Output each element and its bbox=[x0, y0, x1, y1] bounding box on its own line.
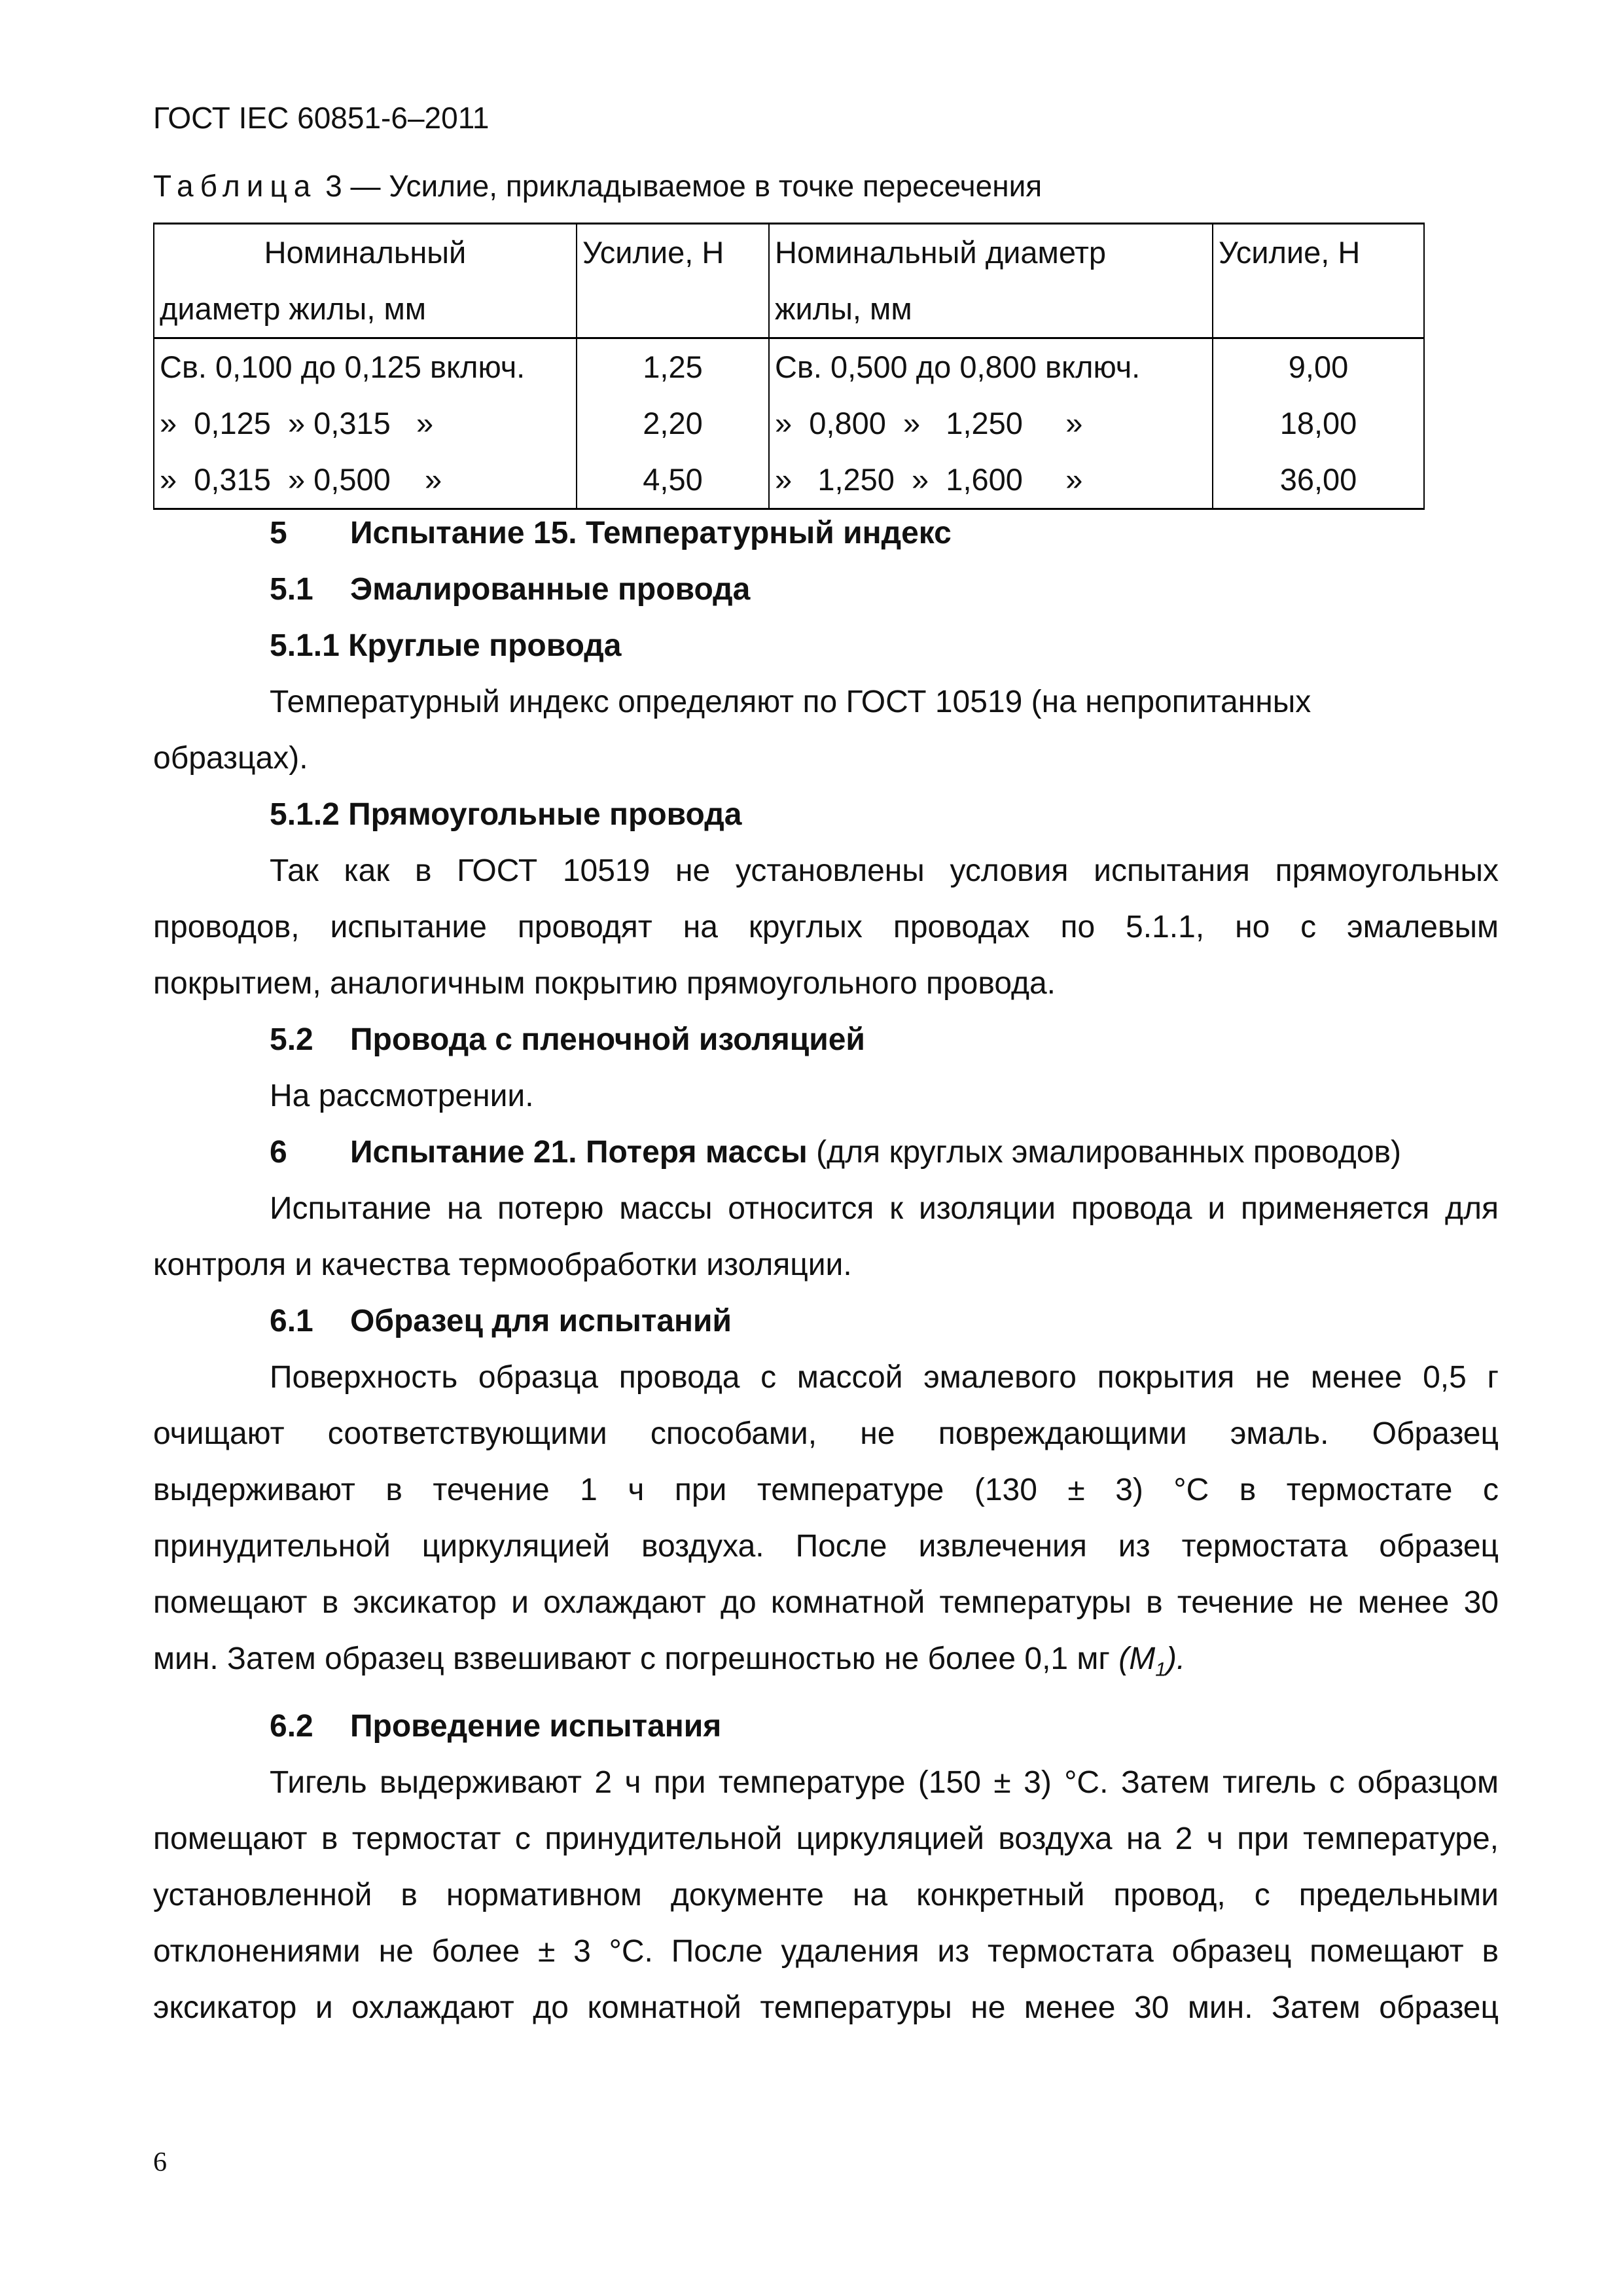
table-cell: » 0,125 » 0,315 » bbox=[154, 395, 577, 452]
page-number: 6 bbox=[153, 2147, 167, 2178]
section-heading-5-1-2: 5.1.2 Прямоугольные провода bbox=[270, 797, 742, 832]
standard-designation: ГОСТ IEC 60851-6–2011 bbox=[153, 101, 490, 135]
paragraph: Испытание на потерю массы относится к изоляции провода и применяется для bbox=[270, 1191, 1499, 1226]
table-cell: » 0,315 » 0,500 » bbox=[154, 452, 577, 509]
table-row bbox=[154, 395, 1424, 452]
paragraph: принудительной циркуляцией воздуха. После извлечения из термостата образец bbox=[153, 1529, 1499, 1564]
table-cell: 4,50 bbox=[577, 452, 769, 509]
table-row bbox=[154, 338, 1424, 396]
paragraph: эксикатор и охлаждают до комнатной температуры не менее 30 мин. Затем образец bbox=[153, 1990, 1499, 2025]
document-body bbox=[153, 505, 1499, 2036]
table-cell: 9,00 bbox=[1213, 338, 1424, 396]
table-header-cell: Усилие, Н bbox=[577, 224, 769, 281]
table-cell: » 0,800 » 1,250 » bbox=[769, 395, 1213, 452]
table-header-row bbox=[154, 224, 1424, 281]
paragraph: Поверхность образца провода с массой эмалевого покрытия не менее 0,5 г bbox=[270, 1360, 1499, 1395]
paragraph: помещают в термостат с принудительной циркуляцией воздуха на 2 ч при температуре, bbox=[153, 1821, 1499, 1856]
force-table bbox=[153, 223, 1425, 510]
table-header-cell: Усилие, Н bbox=[1213, 224, 1424, 281]
paragraph: установленной в нормативном документе на конкретный провод, с предельными bbox=[153, 1877, 1499, 1912]
paragraph: Тигель выдерживают 2 ч при температуре (150 ± 3) °С. Затем тигель с образцом bbox=[270, 1765, 1499, 1800]
table-header-cell: Номинальный диаметр bbox=[769, 224, 1213, 281]
table-cell: 18,00 bbox=[1213, 395, 1424, 452]
table-caption bbox=[153, 166, 1042, 206]
table-cell: 2,20 bbox=[577, 395, 769, 452]
paragraph: На рассмотрении. bbox=[270, 1079, 534, 1113]
section-heading-5-1: 5.1 Эмалированные провода bbox=[270, 572, 751, 607]
paragraph: выдерживают в течение 1 ч при температуре (130 ± 3) °С в термостате с bbox=[153, 1473, 1499, 1507]
table-cell: Св. 0,500 до 0,800 включ. bbox=[769, 338, 1213, 396]
mass-symbol: $(M_1)$. bbox=[1118, 1641, 1186, 1681]
paragraph: очищают соответствующими способами, не повреждающими эмаль. Образец bbox=[153, 1416, 1499, 1451]
section-heading-5-2: 5.2 Провода с пленочной изоляцией bbox=[270, 1022, 865, 1057]
section-heading-6: 6 Испытание 21. Потеря массы (для круглых эмалированных проводов) bbox=[270, 1135, 1401, 1170]
paragraph: Так как в ГОСТ 10519 не установлены условия испытания прямоугольных bbox=[270, 853, 1499, 888]
table-cell: 36,00 bbox=[1213, 452, 1424, 509]
paragraph: покрытием, аналогичным покрытию прямоугольного провода. bbox=[153, 966, 1056, 1001]
table-header-cell: диаметр жилы, мм bbox=[154, 281, 577, 338]
paragraph: проводов, испытание проводят на круглых проводах по 5.1.1, но с эмалевым bbox=[153, 910, 1499, 944]
table-header-cell bbox=[577, 281, 769, 338]
paragraph: мин. Затем образец взвешивают с погрешностью не более 0,1 мг $(M_1)$. bbox=[153, 1641, 1186, 1681]
table-cell: Св. 0,100 до 0,125 включ. bbox=[154, 338, 577, 396]
section-heading-6-1: 6.1 Образец для испытаний bbox=[270, 1304, 732, 1338]
table-row bbox=[154, 452, 1424, 509]
table-header-cell bbox=[1213, 281, 1424, 338]
section-heading-5: 5 Испытание 15. Температурный индекс bbox=[270, 516, 952, 550]
table-header-row bbox=[154, 281, 1424, 338]
paragraph: контроля и качества термообработки изоляции. bbox=[153, 1247, 852, 1282]
paragraph: Температурный индекс определяют по ГОСТ 10519 (на непропитанных bbox=[270, 685, 1311, 719]
section-heading-5-1-1: 5.1.1 Круглые провода bbox=[270, 628, 622, 663]
section-heading-6-2: 6.2 Проведение испытания bbox=[270, 1708, 722, 1744]
table-caption-text: 3 — Усилие, прикладываемое в точке пересечения bbox=[317, 169, 1043, 203]
table-cell: 1,25 bbox=[577, 338, 769, 396]
table-caption-word: Таблица bbox=[153, 169, 317, 203]
paragraph: помещают в эксикатор и охлаждают до комнатной температуры в течение не менее 30 bbox=[153, 1585, 1499, 1620]
table-header-cell: Номинальный bbox=[154, 224, 577, 281]
paragraph: отклонениями не более ± 3 °С. После удаления из термостата образец помещают в bbox=[153, 1933, 1499, 1969]
table-header-cell: жилы, мм bbox=[769, 281, 1213, 338]
paragraph: образцах). bbox=[153, 741, 308, 776]
table-cell: » 1,250 » 1,600 » bbox=[769, 452, 1213, 509]
